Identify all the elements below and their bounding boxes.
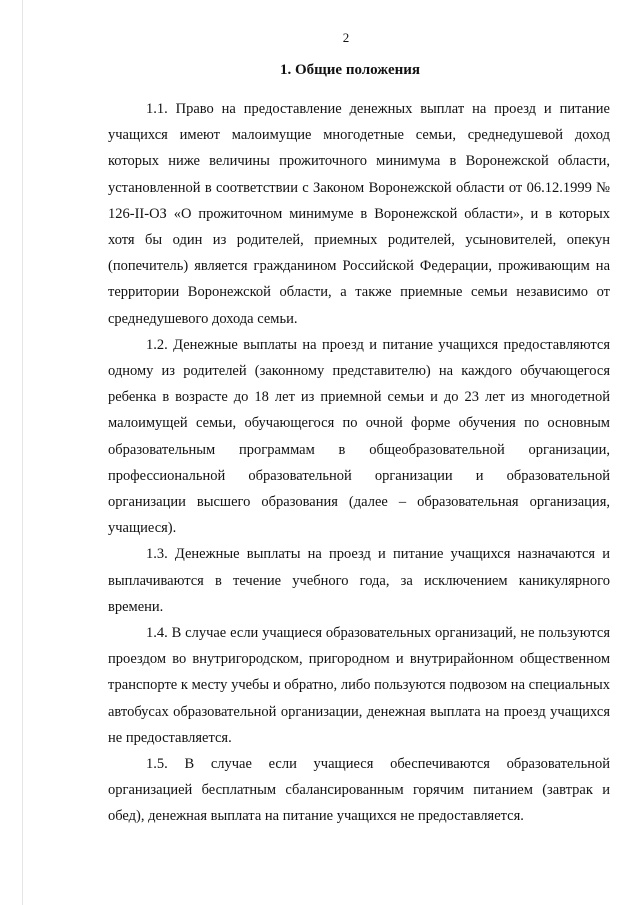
paragraph-1-3: 1.3. Денежные выплаты на проезд и питание учащихся назначаются и выплачиваются в течение учебного года, за исключением каникулярного времени. [108,546,610,615]
paragraph-1-4: 1.4. В случае если учащиеся образовательных организаций, не пользуются проездом во внутригородском, пригородном и внутрирайонном общественном транспорте к месту учебы и обратно, либо пользуются подвозом на специальных автобусах образовательной организации, денежная выплата на проезд учащихся не предоставляется. [108,625,610,746]
paragraph-1-5: 1.5. В случае если учащиеся обеспечиваются образовательной организацией бесплатным сбалансированным горячим питанием (завтрак и обед), денежная выплата на питание учащихся не предоставляется. [108,756,610,825]
document-body [108,96,610,830]
page-number: 2 [342,30,350,45]
section-heading: 1. Общие положения [279,62,421,78]
paragraph-1-1: 1.1. Право на предоставление денежных выплат на проезд и питание учащихся имеют малоимущие многодетные семьи, среднедушевой доход которых ниже величины прожиточного минимума в Воронежской области, установленной в соответствии с Законом Воронежской области от 06.12.1999 № 126-II-ОЗ «О прожиточном минимуме в Воронежской области», и в которых хотя бы один из родителей, приемных родителей, усыновителей, опекун (попечитель) является гражданином Российской Федерации, проживающим на территории Воронежской области, а также приемные семьи независимо от среднедушевого дохода семьи. [108,101,610,327]
paragraph-1-2: 1.2. Денежные выплаты на проезд и питание учащихся предоставляются одному из родителей (законному представителю) на каждого обучающегося ребенка в возрасте до 18 лет из приемной семьи и до 23 лет из многодетной малоимущей семьи, обучающегося по очной форме обучения по основным образовательным программам в общеобразовательной организации, профессиональной образовательной организации и образовательной организации высшего образования (далее – образовательная организация, учащиеся). [108,336,610,537]
scan-edge-line [22,0,23,905]
